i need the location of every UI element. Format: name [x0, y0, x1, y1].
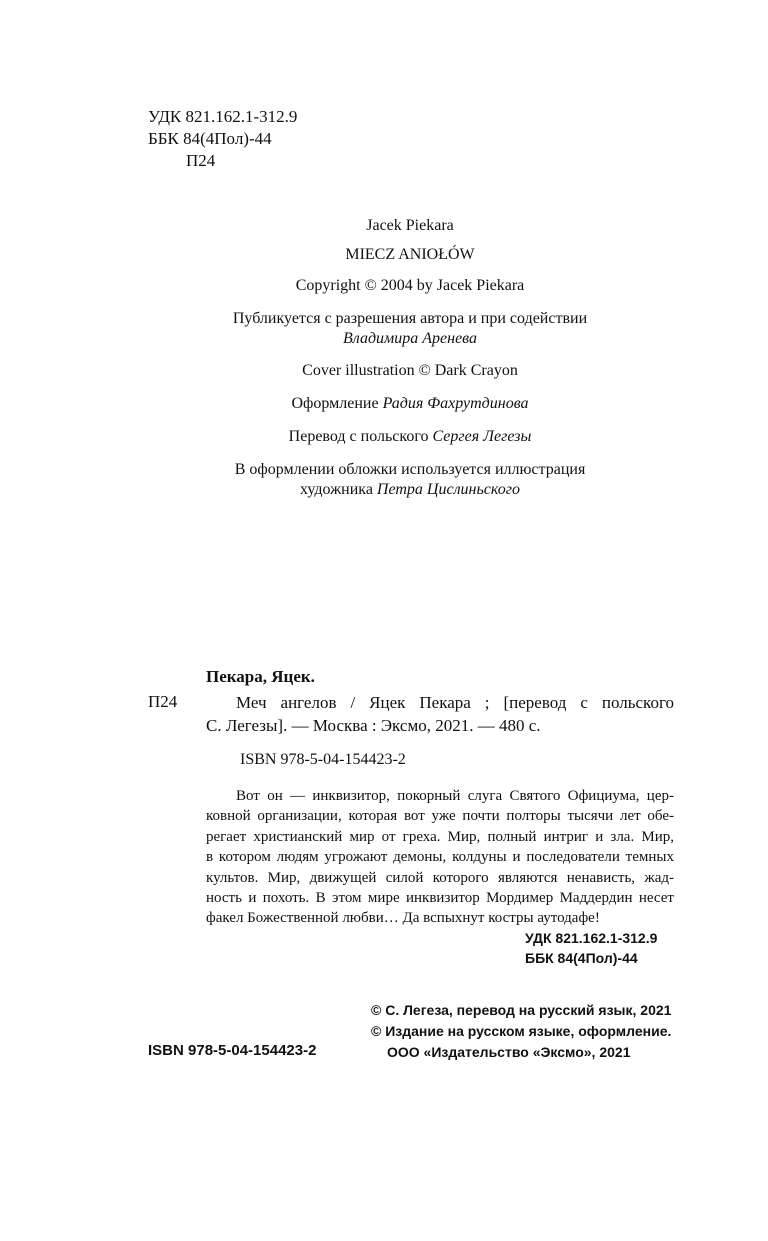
bottom-bbk-code: ББК 84(4Пол)-44 — [525, 950, 638, 966]
bib-description — [206, 691, 674, 737]
original-copyright: Copyright © 2004 by Jacek Piekara — [295, 277, 525, 294]
annotation-line: регает христианский мир от греха. Мир, полный интриг и зла. Мир, — [206, 828, 674, 845]
bib-description-line1: Меч ангелов / Яцек Пекара ; [перевод с польского — [236, 693, 674, 712]
bottom-udk-code: УДК 821.162.1-312.9 — [525, 930, 658, 946]
annotation — [206, 786, 674, 929]
permission-name — [210, 329, 610, 349]
copyright-translation: © С. Легеза, перевод на русский язык, 2021 — [371, 1002, 672, 1018]
permission-name-text: Владимира Аренева — [343, 330, 477, 347]
illustration-label: художника — [299, 481, 377, 498]
footer-copyrights — [371, 1000, 671, 1063]
annotation-line: Вот он — инквизитор, покорный слуга Святого Официума, цер- — [236, 788, 674, 804]
bib-heading: Пекара, Яцек. — [206, 667, 315, 686]
top-codes — [148, 106, 297, 172]
bib-isbn: ISBN 978-5-04-154423-2 — [240, 751, 406, 768]
design-label: Оформление — [291, 395, 383, 412]
bib-mark: П24 — [148, 692, 178, 711]
bib-description-line2: С. Легезы]. — Москва : Эксмо, 2021. — 480 с. — [206, 716, 541, 735]
publisher: ООО «Издательство «Эксмо», 2021 — [387, 1044, 631, 1060]
annotation-line: в котором людям угрожают демоны, колдуны и последователи темных — [206, 849, 674, 866]
bbk-code: ББК 84(4Пол)-44 — [148, 129, 272, 148]
annotation-line: ковной организации, которая вот уже почти полторы тысячи лет обе- — [206, 808, 674, 825]
translation-credit — [210, 427, 610, 447]
annotation-line: ность и похоть. В этом мире инквизитор Мордимер Маддердин несет — [206, 890, 674, 907]
credits — [210, 309, 610, 500]
translation-label: Перевод с польского — [288, 428, 433, 445]
permission-line: Публикуется с разрешения автора и при содействии — [232, 310, 588, 327]
footer-isbn: ISBN 978-5-04-154423-2 — [148, 1042, 317, 1059]
annotation-line: культов. Мир, движущей силой которого являются ненависть, жад- — [206, 869, 674, 886]
cover-credit: Cover illustration © Dark Crayon — [302, 362, 518, 379]
original-info — [210, 216, 610, 296]
udk-code: УДК 821.162.1-312.9 — [148, 107, 298, 126]
author-mark: П24 — [186, 151, 216, 170]
annotation-line: факел Божественной любви… Да вспыхнут костры аутодафе! — [206, 910, 600, 927]
design-name: Радия Фахрутдинова — [382, 395, 529, 412]
original-author: Jacek Piekara — [366, 217, 454, 234]
translation-name: Сергея Легезы — [432, 428, 532, 445]
bottom-codes — [525, 928, 657, 968]
original-title: MIECZ ANIOŁÓW — [345, 246, 475, 263]
illustration-name: Петра Цислиньского — [376, 481, 520, 498]
illustration-credit — [210, 480, 610, 500]
copyright-edition: © Издание на русском языке, оформление. — [371, 1023, 672, 1039]
illustration-line: В оформлении обложки используется иллюстрация — [234, 461, 586, 478]
design-credit — [210, 394, 610, 414]
